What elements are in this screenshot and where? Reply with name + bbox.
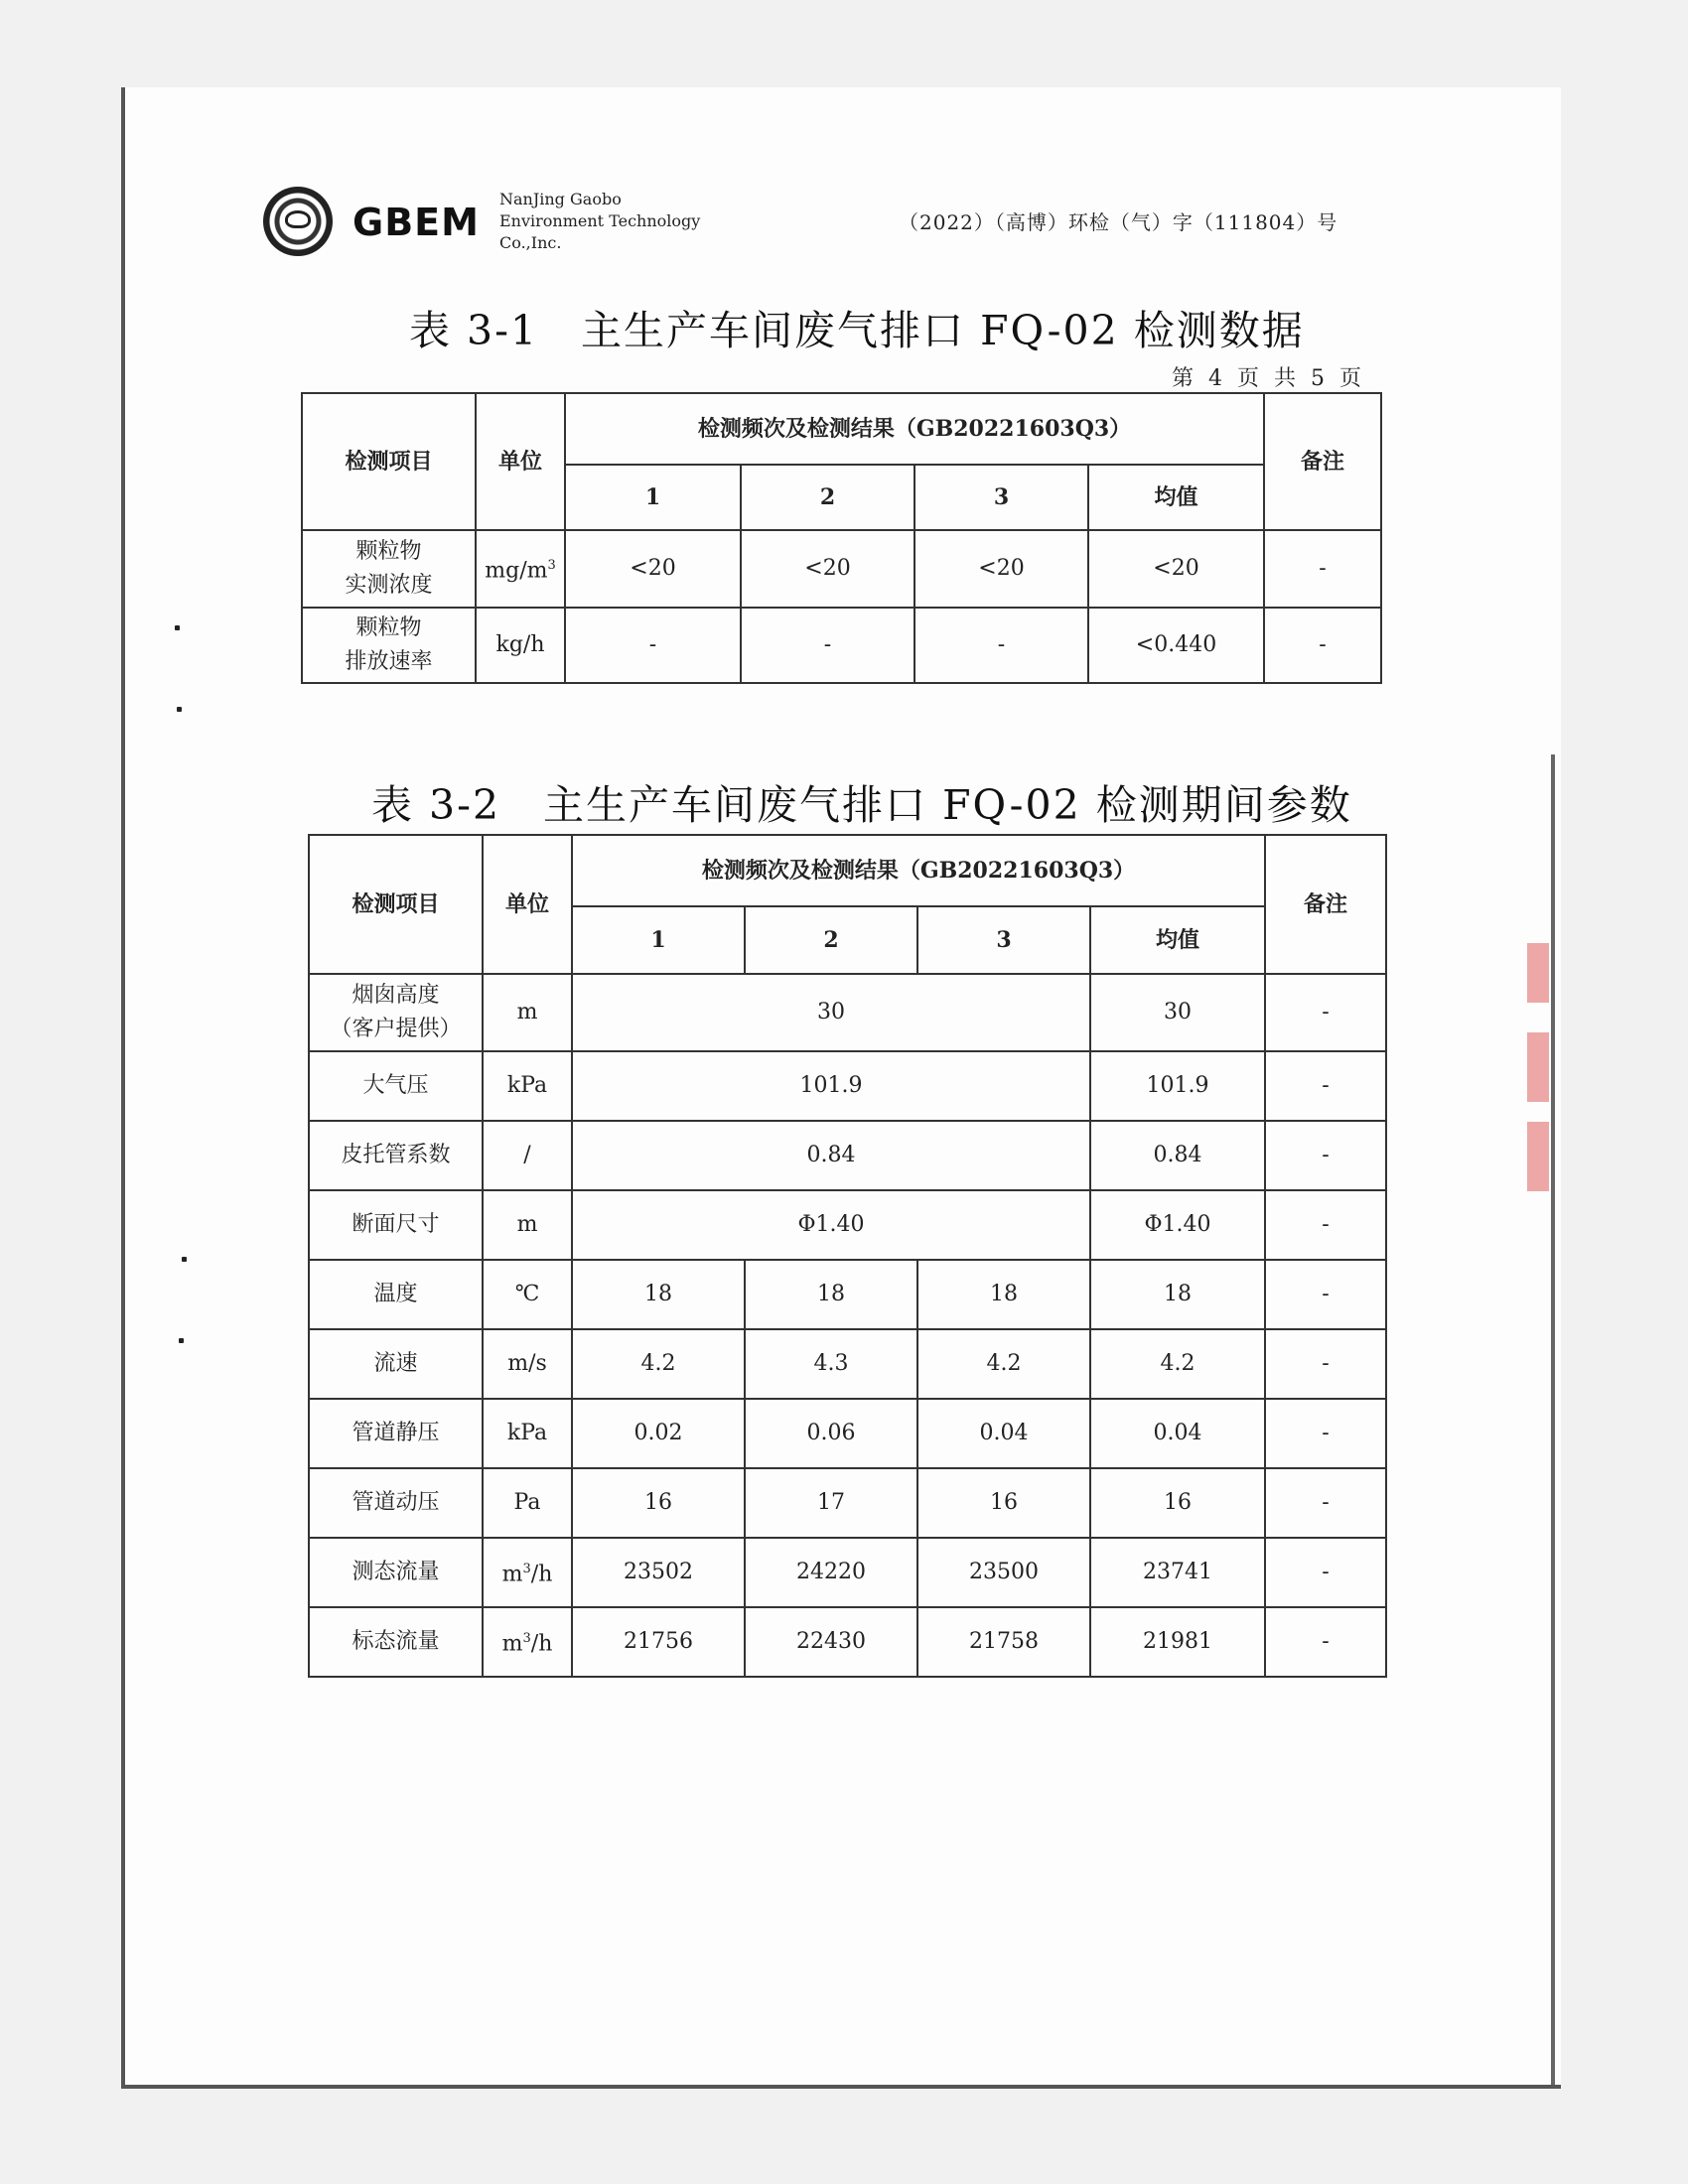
unit-text: kPa [506,1073,548,1098]
mean-cell: 21981 [1090,1607,1265,1677]
value-cell: <20 [565,530,741,608]
table1-title: 表 3-1 主生产车间废气排口 FQ-02 检测数据 [409,307,1305,354]
unit-text: mg/m [485,558,548,584]
item-label-line: 流速 [373,1351,418,1376]
value-cell: 23500 [917,1538,1090,1607]
item-cell [309,1051,483,1121]
paper-edge [1551,754,1555,2085]
value-cell: 21756 [572,1607,745,1677]
header-results: 检测频次及检测结果（GB20221603Q3） [565,393,1264,465]
table-row [309,1329,1386,1399]
red-stamp-remnant [1527,943,1549,1003]
unit-superscript: 3 [522,1562,531,1577]
item-cell [309,1329,483,1399]
mean-cell: 30 [1090,974,1265,1051]
brand-name: GBEM [352,201,480,244]
header-item: 检测项目 [309,835,483,974]
value-cell: 0.06 [745,1399,917,1468]
red-stamp-remnant [1527,1032,1549,1102]
header-run: 2 [745,906,917,974]
binding-mark [175,625,180,630]
value-cell: 22430 [745,1607,917,1677]
unit-cell [483,1329,572,1399]
value-cell: 17 [745,1468,917,1538]
mean-cell: 18 [1090,1260,1265,1329]
header-run: 3 [917,906,1090,974]
remark-cell: - [1265,1607,1386,1677]
item-label-line: 管道静压 [352,1421,440,1445]
remark-cell: - [1265,1121,1386,1190]
unit-text: m [501,1631,523,1657]
item-label-line: 皮托管系数 [341,1143,451,1167]
mean-cell: 4.2 [1090,1329,1265,1399]
mean-cell: <20 [1088,530,1264,608]
value-cell: - [565,608,741,683]
item-label-line: 管道动压 [352,1490,440,1515]
binding-mark [177,707,182,712]
unit-cell [483,1399,572,1468]
red-stamp-remnant [1527,1122,1549,1191]
unit-text: m [516,1000,538,1024]
seal-icon [263,187,333,256]
unit-suffix: /h [530,1631,553,1657]
header-item: 检测项目 [302,393,476,530]
remark-cell: - [1265,1329,1386,1399]
unit-cell [483,1121,572,1190]
value-cell: 21758 [917,1607,1090,1677]
value-cell: 18 [745,1260,917,1329]
item-label-line: 颗粒物 [355,615,422,640]
header-run: 1 [565,465,741,530]
item-label-line: 烟囱高度 [352,983,440,1008]
unit-superscript: 3 [547,558,556,574]
remark-cell: - [1265,1190,1386,1260]
unit-text: Pa [513,1490,541,1515]
header-results: 检测频次及检测结果（GB20221603Q3） [572,835,1265,906]
unit-text: m [501,1562,523,1587]
value-cell: 0.02 [572,1399,745,1468]
item-label-line: 测态流量 [352,1560,440,1584]
item-cell [309,1399,483,1468]
value-cell: 4.2 [917,1329,1090,1399]
table-row [309,1260,1386,1329]
item-cell [309,1190,483,1260]
value-cell: 24220 [745,1538,917,1607]
merged-value-cell: 30 [572,974,1090,1051]
header-remark: 备注 [1264,393,1381,530]
value-cell: <20 [914,530,1088,608]
table-row [309,1538,1386,1607]
merged-value-cell: Φ1.40 [572,1190,1090,1260]
unit-superscript: 3 [522,1631,531,1647]
unit-text: ℃ [514,1282,540,1306]
table-row [302,608,1381,683]
table-row [309,1468,1386,1538]
value-cell: 16 [917,1468,1090,1538]
remark-cell: - [1264,608,1381,683]
item-cell [309,974,483,1051]
table-row [309,1607,1386,1677]
unit-suffix: /h [530,1562,553,1587]
binding-mark [182,1257,187,1262]
header-mean: 均值 [1090,906,1265,974]
unit-text: m/s [507,1351,547,1376]
remark-cell: - [1265,1051,1386,1121]
table1-detection-data [301,392,1382,684]
table-row [302,530,1381,608]
unit-cell [483,1051,572,1121]
company-name: NanJing Gaobo Environment Technology Co.,Inc. [499,190,701,252]
item-label-line: 排放速率 [345,649,433,674]
merged-value-cell: 0.84 [572,1121,1090,1190]
header-run: 3 [914,465,1088,530]
item-label-line: 颗粒物 [355,539,422,564]
header-run: 2 [741,465,914,530]
header-run: 1 [572,906,745,974]
merged-value-cell: 101.9 [572,1051,1090,1121]
unit-cell [483,1538,572,1607]
item-label-line: 温度 [373,1282,418,1306]
item-label-line: 标态流量 [352,1629,440,1654]
item-cell [309,1538,483,1607]
item-cell [309,1121,483,1190]
table-row [309,1051,1386,1121]
unit-cell [483,1607,572,1677]
unit-cell [483,1260,572,1329]
unit-cell [483,1468,572,1538]
header-unit: 单位 [476,393,565,530]
unit-text: m [516,1212,538,1237]
remark-cell: - [1265,1260,1386,1329]
item-cell [309,1468,483,1538]
value-cell: <20 [741,530,914,608]
mean-cell: <0.440 [1088,608,1264,683]
item-cell [302,530,476,608]
table2-title: 表 3-2 主生产车间废气排口 FQ-02 检测期间参数 [371,781,1352,829]
mean-cell: 101.9 [1090,1051,1265,1121]
remark-cell: - [1264,530,1381,608]
mean-cell: 0.84 [1090,1121,1265,1190]
value-cell: 16 [572,1468,745,1538]
unit-cell [483,974,572,1051]
unit-text: kPa [506,1421,548,1445]
value-cell: 0.04 [917,1399,1090,1468]
page-info: 第 4 页 共 5 页 [1172,366,1365,391]
item-cell [302,608,476,683]
remark-cell: - [1265,1399,1386,1468]
unit-text: / [523,1143,531,1167]
unit-cell [476,608,565,683]
remark-cell: - [1265,974,1386,1051]
value-cell: 23502 [572,1538,745,1607]
header-unit: 单位 [483,835,572,974]
value-cell: 18 [917,1260,1090,1329]
value-cell: 4.3 [745,1329,917,1399]
value-cell: 4.2 [572,1329,745,1399]
table-row [309,974,1386,1051]
unit-cell [483,1190,572,1260]
item-label-line: 大气压 [362,1073,429,1098]
table-row [309,1190,1386,1260]
unit-cell [476,530,565,608]
item-label-line: 实测浓度 [345,573,433,598]
item-label-line: （客户提供） [330,1017,462,1041]
mean-cell: 0.04 [1090,1399,1265,1468]
item-cell [309,1607,483,1677]
report-number: （2022）（高博）环检（气）字（111804）号 [899,210,1338,234]
header-mean: 均值 [1088,465,1264,530]
value-cell: - [741,608,914,683]
item-label-line: 断面尺寸 [352,1212,440,1237]
unit-text: kg/h [495,632,545,657]
remark-cell: - [1265,1538,1386,1607]
remark-cell: - [1265,1468,1386,1538]
mean-cell: Φ1.40 [1090,1190,1265,1260]
value-cell: - [914,608,1088,683]
value-cell: 18 [572,1260,745,1329]
mean-cell: 16 [1090,1468,1265,1538]
header-remark: 备注 [1265,835,1386,974]
table-row [309,1399,1386,1468]
table-row [309,1121,1386,1190]
binding-mark [179,1338,184,1343]
item-cell [309,1260,483,1329]
table2-test-parameters [308,834,1387,1678]
mean-cell: 23741 [1090,1538,1265,1607]
